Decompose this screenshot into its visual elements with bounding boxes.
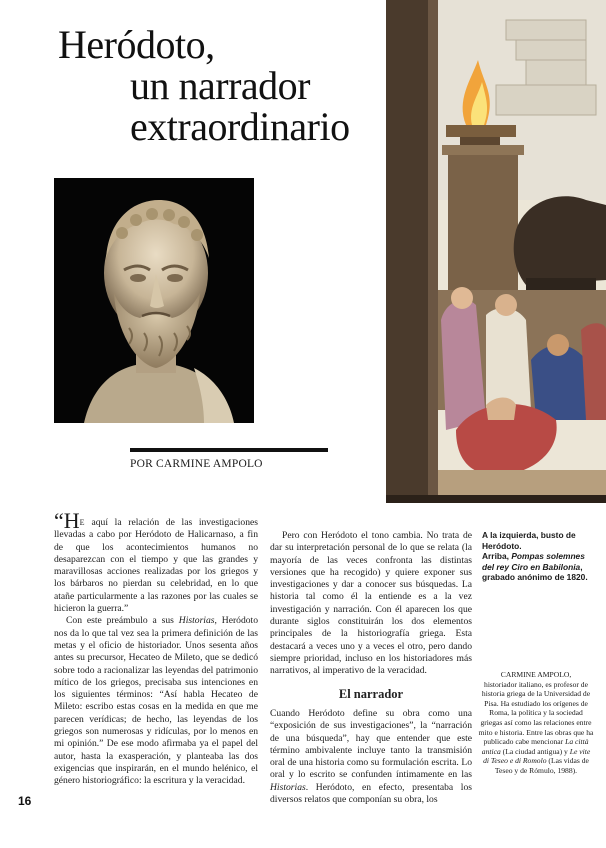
engraving-illustration bbox=[386, 0, 606, 503]
title-line-1: Heródoto, bbox=[58, 22, 215, 67]
bust-illustration bbox=[54, 178, 254, 423]
drop-cap: H bbox=[63, 508, 80, 533]
article-title bbox=[58, 24, 388, 147]
byline-rule bbox=[130, 448, 328, 452]
book-title: Historias bbox=[178, 615, 215, 627]
caption-line bbox=[482, 551, 592, 583]
bio-text bbox=[478, 680, 594, 776]
article-column-2 bbox=[270, 530, 472, 678]
section-heading: El narrador bbox=[338, 687, 404, 701]
book-title: Le vite di Teseo e di Romolo bbox=[483, 746, 591, 766]
caption-line: A la izquierda, busto de Heródoto. bbox=[482, 530, 576, 551]
bio-text-part: (Las vidas de Teseo y de Rómulo, 1988). bbox=[494, 756, 589, 775]
bio-text-part: historiador italiano, es profesor de historia griega de la Universidad de Pisa. Ha estudiado los orígenes de Roma, la política y la sociedad griegas así como las relaciones entre mito e historia. Entre las obras que ha publicado cabe mencionar bbox=[478, 679, 594, 747]
author-name: CARMINE AMPOLO, bbox=[500, 670, 572, 679]
page-number: 16 bbox=[18, 794, 32, 808]
quote-mark: “ bbox=[54, 508, 64, 533]
caption-text: , grabado anónimo de 1820. bbox=[482, 561, 588, 583]
title-line-2: un narrador bbox=[130, 63, 310, 108]
paragraph bbox=[270, 708, 472, 806]
caption-work-title: Pompas solemnes del rey Ciro en Babilonia bbox=[482, 551, 585, 572]
babylon-procession-engraving bbox=[386, 0, 606, 503]
caption-text: Arriba, bbox=[482, 551, 512, 562]
book-title: Historias bbox=[270, 781, 306, 793]
paragraph-text: . Heródoto, en efecto, presentaba los diversos relatos que componían su obra, los bbox=[270, 781, 472, 806]
image-caption bbox=[482, 530, 592, 583]
bio-text-part: (La ciudad antigua) y bbox=[500, 746, 570, 756]
paragraph-text: Cuando Heródoto define su obra como una “exposición de sus investigaciones”, la “narración de una búsqueda”, hay que entender que este término ambivalente incluye tanto la transmisión oral de una historia como su formulación escrita. Lo oral y lo escrito se confunden íntimamente en las bbox=[270, 708, 472, 781]
paragraph-text: , Heródoto nos da lo que tal vez sea la primera definición de las metas y el oficio de historiador. Unos sesenta años antes su precursor, Hecateo de Mileto, que se dedicó sobre todo a racionalizar las leyendas del patrimonio mítico de los griegos, precisaba sus intenciones en los siguientes términos: “Así habla Hecateo de Mileto: escribo estas cosas en la medida en que me parecen verídicas; de hecho, las leyendas de los griegos son numerosas y ridículas, por lo menos en mi opinión.” De ese modo afirmaba ya el papel del autor, hasta la exasperación, y planteaba las dos exigencias que inspirarán, en el mundo helénico, el género historiográfico: la escritura y la veracidad. bbox=[54, 615, 259, 787]
paragraph: Pero con Heródoto el tono cambia. No trata de dar su interpretación personal de lo que se relata (la mayoría de las veces confronta las distintas versiones que ha recogido) y quiere exponer sus investigaciones y dar a conocer sus búsquedas. La historia tal como él la entiende es a la vez investigación y narración. Con él aparecen los que durante siglos constituirán los dos elementos principales de la historiografía griega. Esta destacará a veces uno y a veces el otro, pero dando siempre prioridad, incluso en los historiadores más narrativos, al imperativo de la veracidad. bbox=[270, 530, 472, 677]
author-bio bbox=[478, 670, 594, 776]
small-cap: E bbox=[79, 518, 85, 527]
paragraph bbox=[54, 615, 258, 787]
paragraph bbox=[54, 508, 258, 615]
paragraph-text: Con este preámbulo a sus bbox=[66, 615, 179, 627]
article-column-1 bbox=[54, 508, 259, 788]
paragraph-text: aquí la relación de las investigaciones llevadas a cabo por Heródoto de Halicarnaso, a fin de que los acontecimientos humanos no desaparezcan con el tiempo y que las grandes y maravillosas acciones realizadas por los griegos y los bárbaros no pierdan su celebridad, en lo que atañe particularmente a las razones por las cuales se hicieron la guerra.” bbox=[54, 517, 258, 615]
article-column-2-continued bbox=[270, 708, 472, 806]
book-title: La città antica bbox=[481, 737, 589, 756]
herodotus-bust-photo bbox=[54, 178, 254, 423]
byline: POR CARMINE AMPOLO bbox=[130, 458, 263, 470]
title-line-3: extraordinario bbox=[130, 104, 350, 149]
